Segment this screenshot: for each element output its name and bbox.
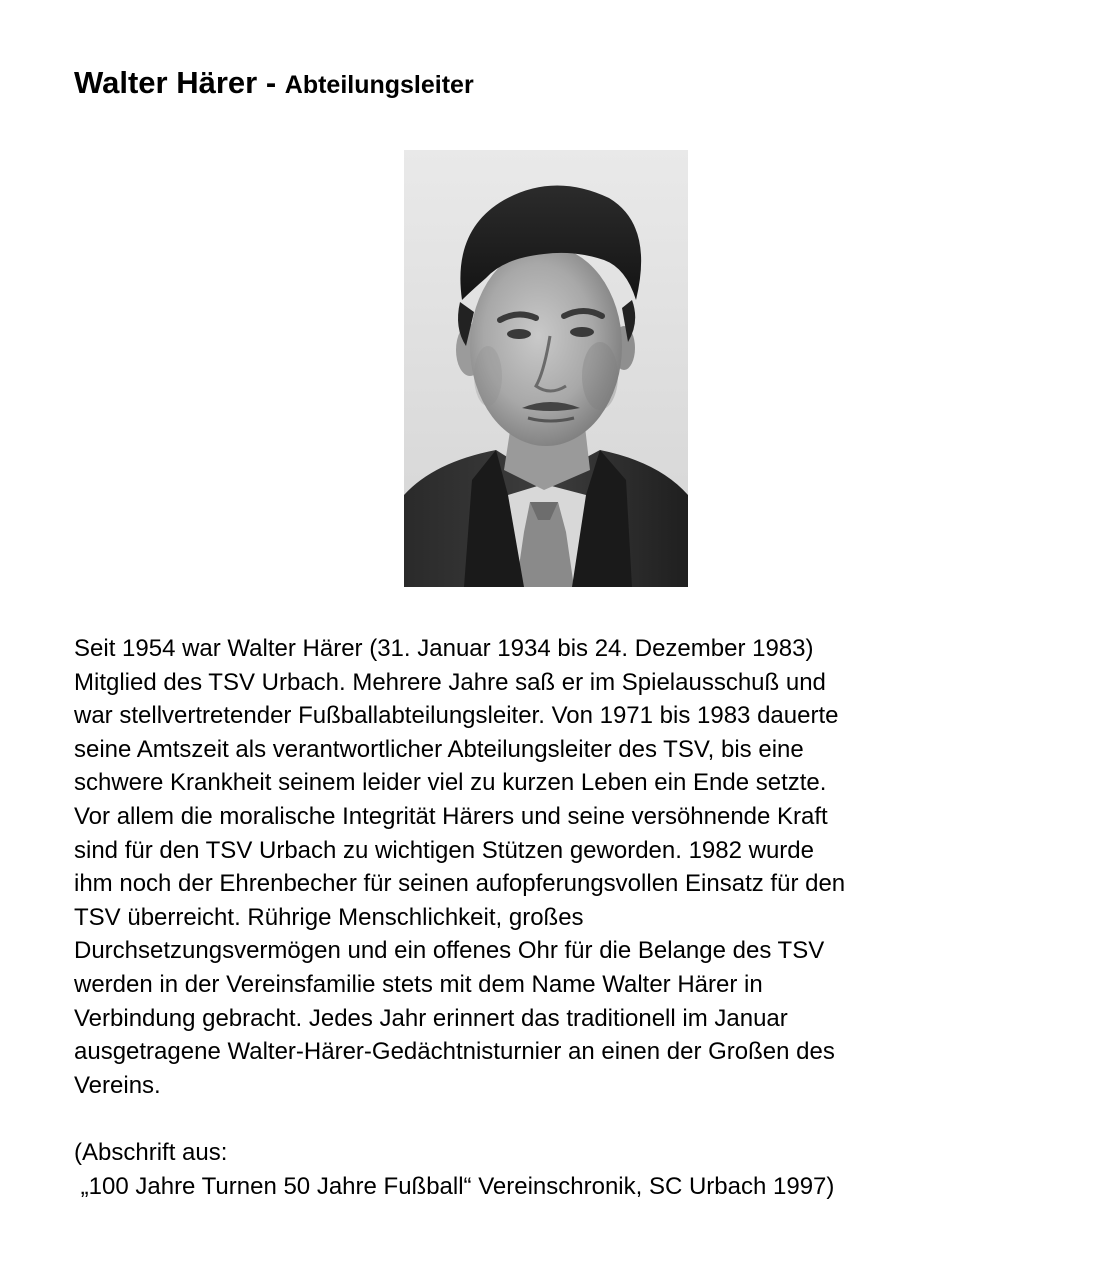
source-citation [74, 1136, 1064, 1203]
biography-text [74, 632, 1064, 1102]
biography-line: Vor allem die moralische Integrität Härers und seine versöhnende Kraft [74, 802, 828, 830]
person-role: Abteilungsleiter [284, 71, 474, 99]
biography-line: TSV überreicht. Rührige Menschlichkeit, großes [74, 903, 584, 931]
biography-line: sind für den TSV Urbach zu wichtigen Stützen geworden. 1982 wurde [74, 836, 814, 864]
biography-line: schwere Krankheit seinem leider viel zu kurzen Leben ein Ende setzte. [74, 769, 827, 797]
biography-line: war stellvertretender Fußballabteilungsleiter. Von 1971 bis 1983 dauerte [74, 702, 839, 730]
title-separator: - [257, 65, 285, 100]
source-line-title: „100 Jahre Turnen 50 Jahre Fußball“ Vereinschronik, SC Urbach 1997) [74, 1172, 835, 1200]
portrait-photo [404, 150, 688, 587]
source-line-intro: (Abschrift aus: [74, 1139, 228, 1166]
biography-line: Vereins. [74, 1071, 161, 1099]
person-name: Walter Härer [74, 65, 258, 100]
page-title [74, 64, 474, 101]
biography-line: werden in der Vereinsfamilie stets mit dem Name Walter Härer in [74, 970, 763, 998]
biography-line: ihm noch der Ehrenbecher für seinen aufopferungsvollen Einsatz für den [74, 870, 846, 898]
biography-line: Durchsetzungsvermögen und ein offenes Ohr für die Belange des TSV [74, 937, 825, 965]
biography-line: Verbindung gebracht. Jedes Jahr erinnert das traditionell im Januar [74, 1004, 788, 1032]
biography-line: Mitglied des TSV Urbach. Mehrere Jahre saß er im Spielausschuß und [74, 668, 826, 696]
biography-line: Seit 1954 war Walter Härer (31. Januar 1934 bis 24. Dezember 1983) [74, 635, 814, 662]
biography-line: seine Amtszeit als verantwortlicher Abteilungsleiter des TSV, bis eine [74, 735, 804, 763]
biography-line: ausgetragene Walter-Härer-Gedächtnisturnier an einen der Großen des [74, 1038, 835, 1066]
